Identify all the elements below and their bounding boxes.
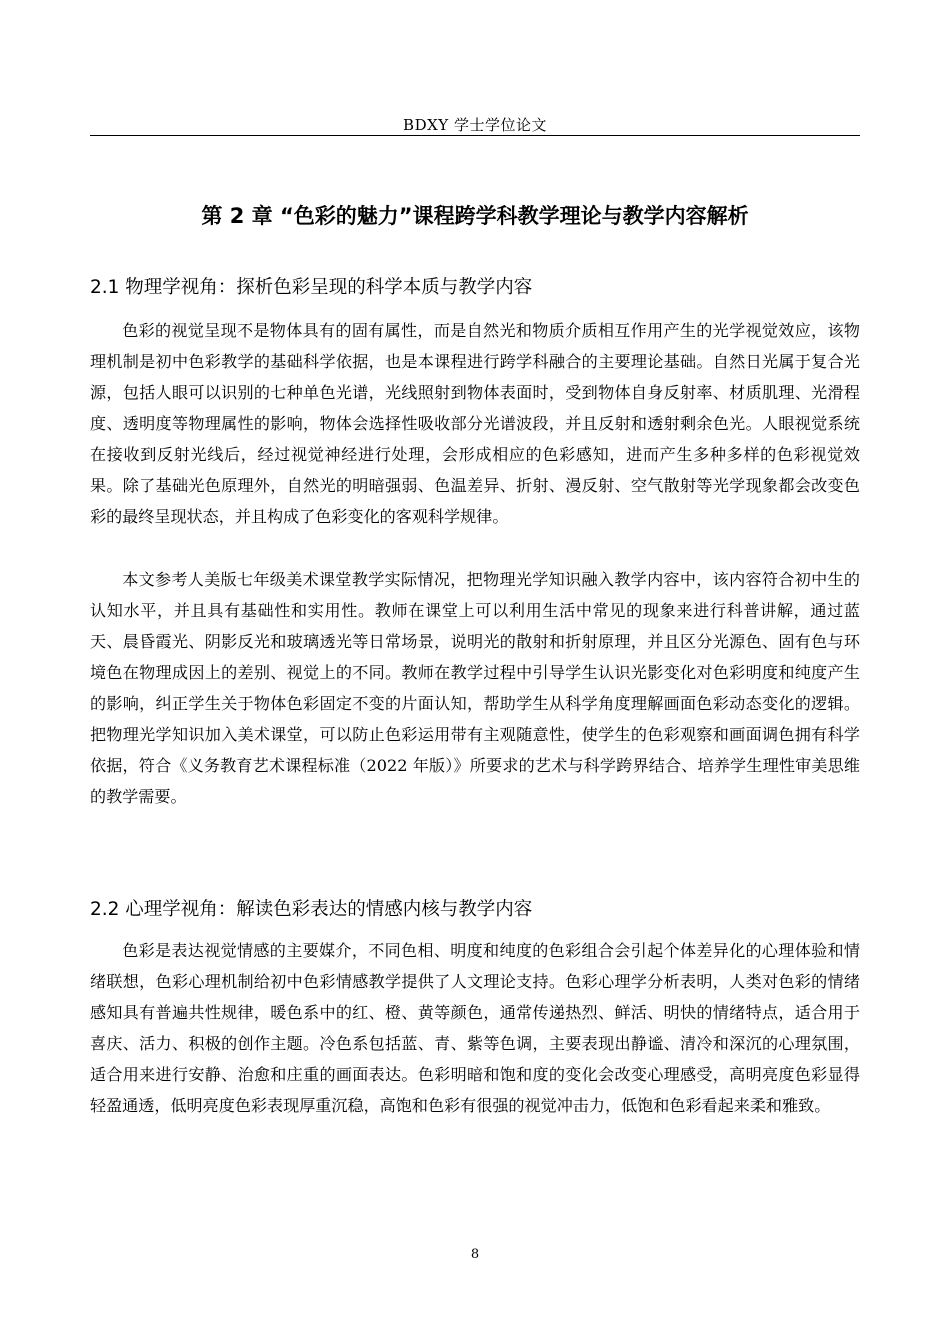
header-divider (90, 135, 860, 136)
running-header: BDXY 学士学位论文 (403, 116, 547, 134)
chapter-title: 第 2 章 “色彩的魅力”课程跨学科教学理论与教学内容解析 (201, 204, 749, 228)
body-paragraph: 色彩的视觉呈现不是物体具有的固有属性，而是自然光和物质介质相互作用产生的光学视觉效应，该物理机制是初中色彩教学的基础科学依据，也是本课程进行跨学科融合的主要理论基础。自然日光属于复合光源，包括人眼可以识别的七种单色光谱，光线照射到物体表面时，受到物体自身反射率、材质肌理、光滑程度、透明度等物理属性的影响，物体会选择性吸收部分光谱波段，并且反射和透射剩余色光。人眼视觉系统在接收到反射光线后，经过视觉神经进行处理，会形成相应的色彩感知，进而产生多种多样的色彩视觉效果。除了基础光色原理外，自然光的明暗强弱、色温差异、折射、漫反射、空气散射等光学现象都会改变色彩的最终呈现状态，并且构成了色彩变化的客观科学规律。 (90, 321, 860, 526)
section-heading-2-1: 2.1 物理学视角：探析色彩呈现的科学本质与教学内容 (90, 277, 533, 298)
body-paragraph: 色彩是表达视觉情感的主要媒介，不同色相、明度和纯度的色彩组合会引起个体差异化的心理体验和情绪联想，色彩心理机制给初中色彩情感教学提供了人文理论支持。色彩心理学分析表明，人类对色彩的情绪感知具有普遍共性规律，暖色系中的红、橙、黄等颜色，通常传递热烈、鲜活、明快的情绪特点，适合用于喜庆、活力、积极的创作主题。冷色系包括蓝、青、紫等色调，主要表现出静谧、清冷和深沉的心理氛围，适合用来进行安静、治愈和庄重的画面表达。色彩明暗和饱和度的变化会改变心理感受，高明亮度色彩显得轻盈通透，低明亮度色彩表现厚重沉稳，高饱和色彩有很强的视觉冲击力，低饱和色彩看起来柔和雅致。 (90, 941, 860, 1115)
page-number: 8 (470, 1247, 480, 1262)
section-heading-2-2: 2.2 心理学视角：解读色彩表达的情感内核与教学内容 (90, 899, 533, 920)
body-paragraph: 本文参考人美版七年级美术课堂教学实际情况，把物理光学知识融入教学内容中，该内容符合初中生的认知水平，并且具有基础性和实用性。教师在课堂上可以利用生活中常见的现象来进行科普讲解，通过蓝天、晨昏霞光、阴影反光和玻璃透光等日常场景，说明光的散射和折射原理，并且区分光源色、固有色与环境色在物理成因上的差别、视觉上的不同。教师在教学过程中引导学生认识光影变化对色彩明度和纯度产生的影响，纠正学生关于物体色彩固定不变的片面认知，帮助学生从科学角度理解画面色彩动态变化的逻辑。把物理光学知识加入美术课堂，可以防止色彩运用带有主观随意性，使学生的色彩观察和画面调色拥有科学依据，符合《义务教育艺术课程标准（2022 年版）》所要求的艺术与科学跨界结合、培养学生理性审美思维的教学需要。 (90, 570, 860, 806)
